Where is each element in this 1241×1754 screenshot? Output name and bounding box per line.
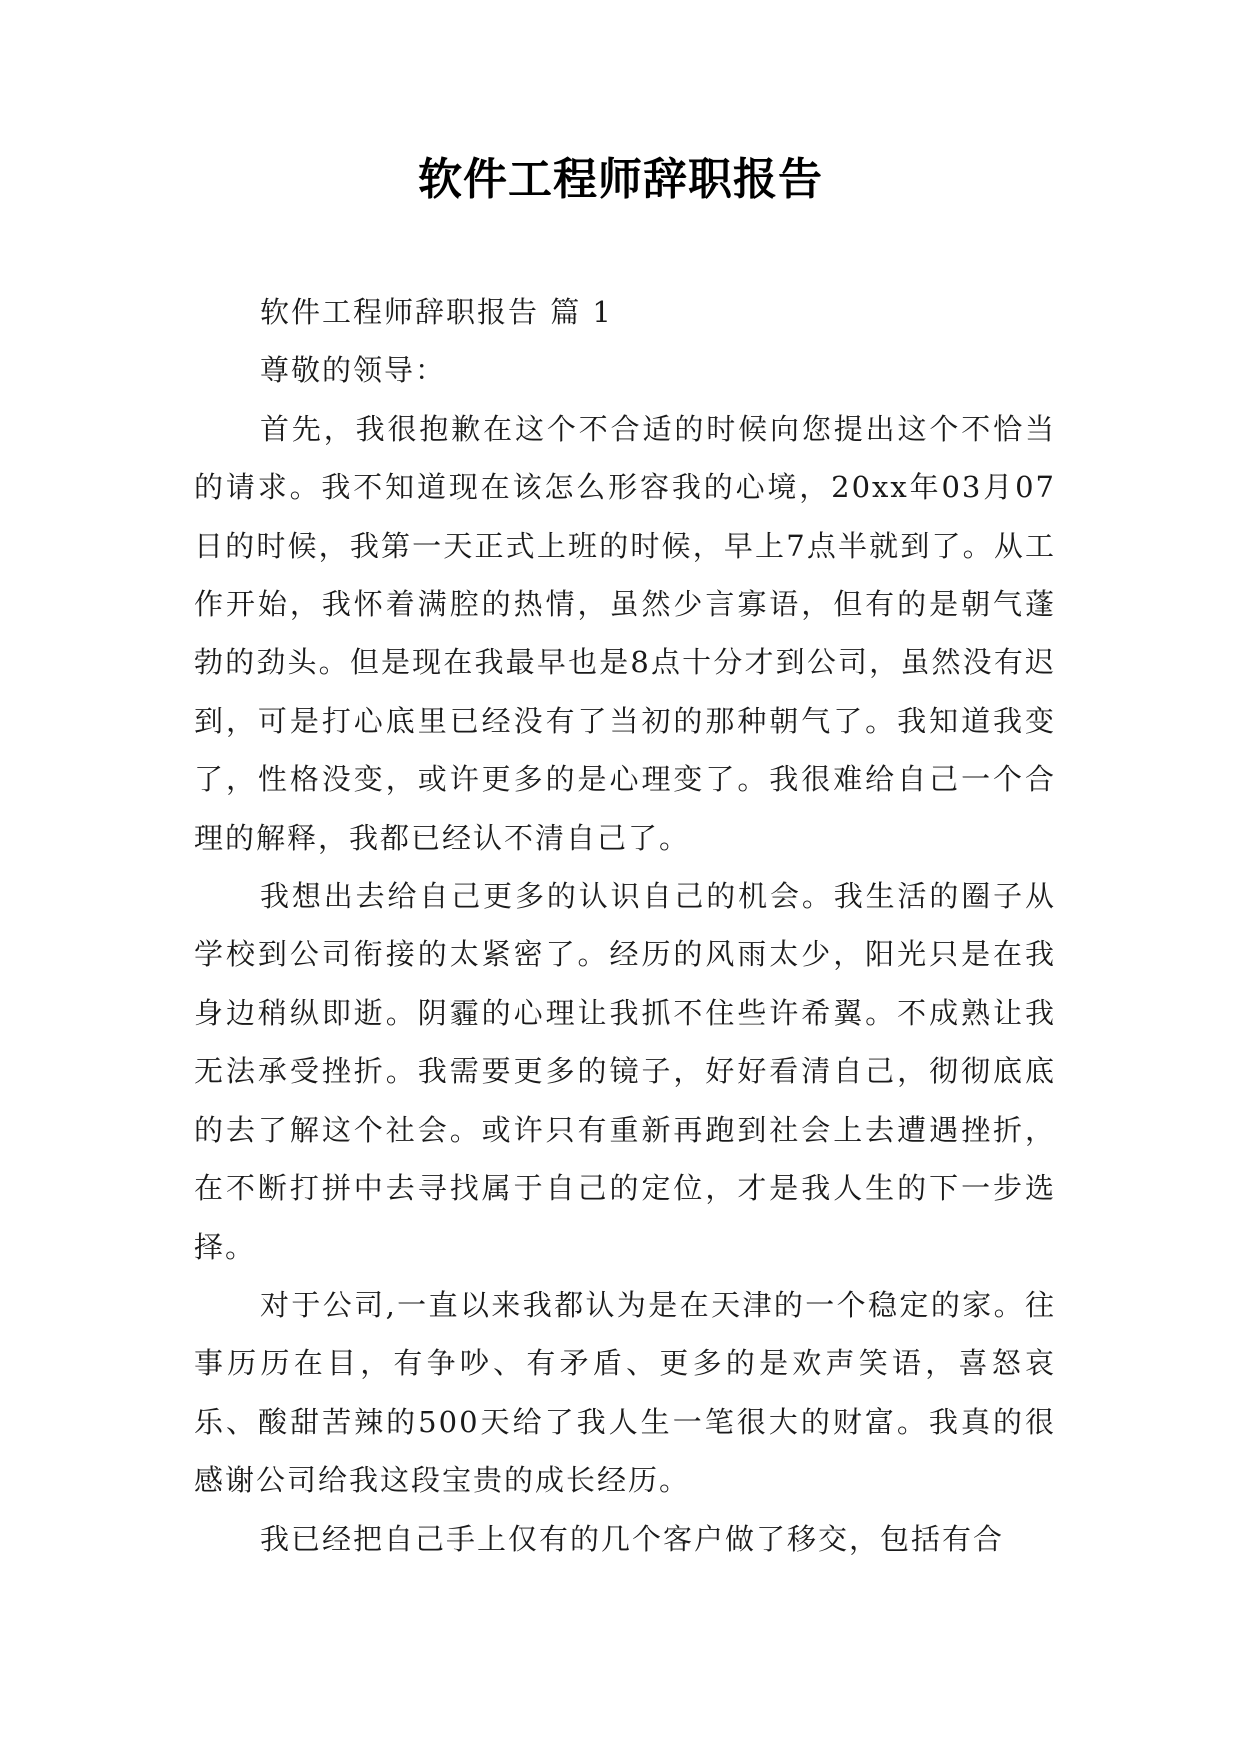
paragraph: 首先，我很抱歉在这个不合适的时候向您提出这个不恰当的请求。我不知道现在该怎么形容我的心境，20xx年03月07日的时候，我第一天正式上班的时候，早上7点半就到了。从工作开始，我怀着满腔的热情，虽然少言寡语，但有的是朝气蓬勃的劲头。但是现在我最早也是8点十分才到公司，虽然没有迟到，可是打心底里已经没有了当初的那种朝气了。我知道我变了，性格没变，或许更多的是心理变了。我很难给自己一个合理的解释，我都已经认不清自己了。 bbox=[194, 411, 1056, 855]
paragraph: 我想出去给自己更多的认识自己的机会。我生活的圈子从学校到公司衔接的太紧密了。经历的风雨太少，阳光只是在我身边稍纵即逝。阴霾的心理让我抓不住些许希翼。不成熟让我无法承受挫折。我需要更多的镜子，好好看清自己，彻彻底底的去了解这个社会。或许只有重新再跑到社会上去遭遇挫折，在不断打拼中去寻找属于自己的定位，才是我人生的下一步选择。 bbox=[194, 879, 1056, 1264]
document-body bbox=[194, 283, 1056, 1568]
paragraph: 对于公司,一直以来我都认为是在天津的一个稳定的家。往事历历在目，有争吵、有矛盾、更多的是欢声笑语，喜怒哀乐、酸甜苦辣的500天给了我人生一笔很大的财富。我真的很感谢公司给我这段宝贵的成长经历。 bbox=[194, 1287, 1056, 1498]
section-heading: 软件工程师辞职报告 篇 1 bbox=[260, 295, 613, 329]
paragraph: 我已经把自己手上仅有的几个客户做了移交，包括有合 bbox=[260, 1521, 1005, 1556]
document-title: 软件工程师辞职报告 bbox=[418, 154, 823, 205]
salutation: 尊敬的领导： bbox=[260, 353, 447, 388]
